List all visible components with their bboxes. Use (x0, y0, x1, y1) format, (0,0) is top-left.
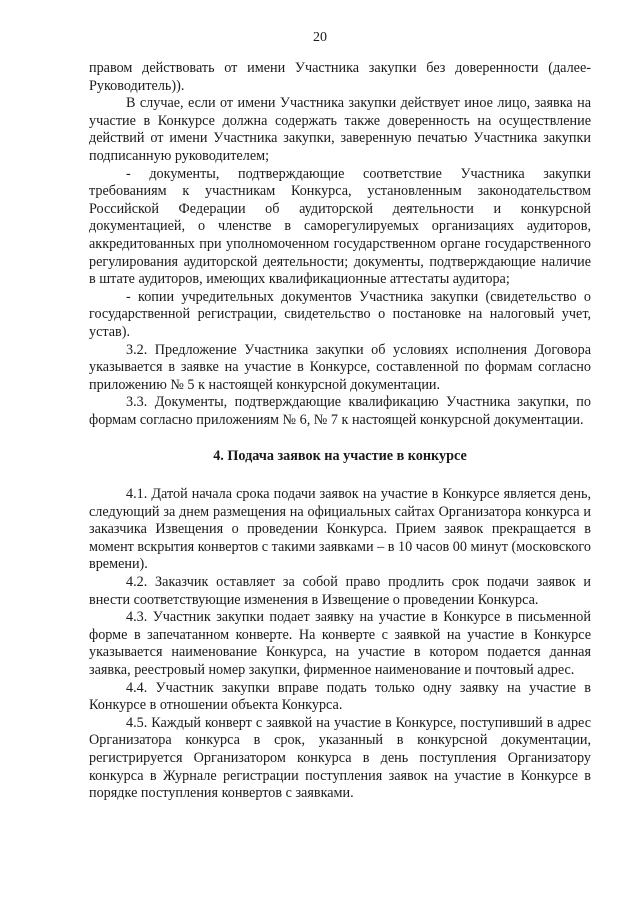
document-body (89, 60, 591, 803)
paragraph: В случае, если от имени Участника закупки действует иное лицо, заявка на участие в Конкурсе должна содержать также доверенность на осуществление действий от имени Участника закупки, заверенную печатью Участника закупки подписанную руководителем; (89, 95, 591, 164)
list-item-copies: - копии учредительных документов Участника закупки (свидетельство о государственной регистрации, свидетельство о постановке на налоговый учет, устав). (89, 288, 591, 340)
clause-4-2: 4.2. Заказчик оставляет за собой право продлить срок подачи заявок и внести соответствующие изменения в Извещение о проведении Конкурса. (89, 574, 591, 608)
clause-3-3: 3.3. Документы, подтверждающие квалификацию Участника закупки, по формам согласно приложениям № 6, № 7 к настоящей конкурсной документации. (89, 394, 591, 428)
clause-3-2: 3.2. Предложение Участника закупки об условиях исполнения Договора указывается в заявке на участие в Конкурсе, составленной по формам согласно приложению № 5 к настоящей конкурсной документации. (89, 341, 591, 393)
page-number: 20 (313, 30, 327, 45)
clause-4-1: 4.1. Датой начала срока подачи заявок на участие в Конкурсе является день, следующий за днем размещения на официальных сайтах Организатора конкурса и заказчика Извещения о проведении Конкурса. Прием заявок прекращается в момент вскрытия конвертов с такими заявками – в 10 часов 00 минут (московского времени). (89, 486, 591, 573)
list-item-documents: - документы, подтверждающие соответствие Участника закупки требованиям к участникам Конкурса, установленным законодательством Российской Федерации об аудиторской деятельности и конкурсной документацией, о членстве в саморегулируемых организациях аудиторов, аккредитованных при уполномоченном государственном органе государственного регулирования аудиторской деятельности; документы, подтверждающие наличие в штате аудиторов, имеющих квалификационные аттестаты аудитора; (89, 165, 591, 288)
clause-4-4: 4.4. Участник закупки вправе подать только одну заявку на участие в Конкурсе в отношении объекта Конкурса. (89, 679, 591, 714)
paragraph: правом действовать от имени Участника закупки без доверенности (далее-Руководитель)). (89, 60, 591, 94)
clause-4-5: 4.5. Каждый конверт с заявкой на участие в Конкурсе, поступивший в адрес Организатора конкурса в срок, указанный в конкурсной документации, регистрируется Организатором конкурса в день поступления Организатору конкурса в Журнале регистрации поступления заявок на участие в Конкурсе в порядке поступления конвертов с заявками. (89, 714, 591, 802)
section-heading: 4. Подача заявок на участие в конкурсе (213, 448, 467, 465)
clause-4-3: 4.3. Участник закупки подает заявку на участие в Конкурсе в письменной форме в запечатанном конверте. На конверте с заявкой на участие в Конкурсе указывается наименование Конкурса, на участие в котором подается данная заявка, реестровый номер закупки, фирменное наименование и почтовый адрес. (89, 609, 591, 678)
